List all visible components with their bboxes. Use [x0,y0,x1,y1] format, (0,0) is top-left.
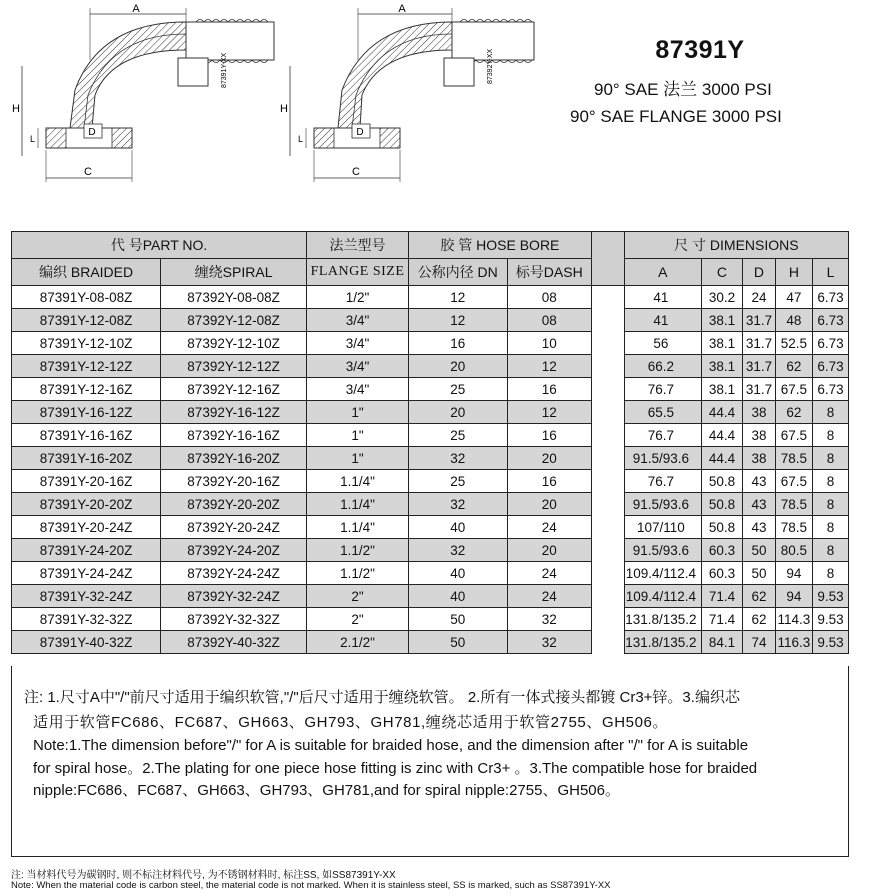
cell-gap [591,493,624,516]
cell-flange: 1.1/2" [307,539,409,562]
cell-spiral: 87392Y-12-16Z [161,378,307,401]
table-row [12,286,849,309]
cell-d: 43 [743,470,776,493]
cell-h: 78.5 [775,516,812,539]
cell-d: 43 [743,493,776,516]
table-row [12,539,849,562]
cell-gap [591,355,624,378]
cell-spiral: 87392Y-20-24Z [161,516,307,539]
cell-h: 78.5 [775,447,812,470]
note-cn-line-1: 注: 1.尺寸A中"/"前尺寸适用于编织软管,"/"后尺寸适用于缠绕软管。 2.所有一体式接头都镀 Cr3+锌。3.编织芯 [24,689,740,706]
cell-gap [591,539,624,562]
cell-c: 38.1 [701,309,742,332]
cell-l: 9.53 [812,631,848,654]
table-row [12,470,849,493]
cell-dn: 32 [408,493,507,516]
header-braided: 编织 BRAIDED [12,259,161,286]
cell-spiral: 87392Y-24-20Z [161,539,307,562]
note-en-line-3: nipple:FC686、FC687、GH663、GH793、GH781,and for spiral nipple:2755、GH506。 [33,782,620,799]
cell-gap [591,516,624,539]
cell-c: 30.2 [701,286,742,309]
table-row [12,424,849,447]
cell-dn: 25 [408,378,507,401]
table-row [12,585,849,608]
cell-h: 78.5 [775,493,812,516]
cell-h: 67.5 [775,424,812,447]
cell-dash: 12 [507,355,591,378]
cell-dn: 16 [408,332,507,355]
cell-c: 84.1 [701,631,742,654]
cell-l: 6.73 [812,378,848,401]
cell-dash: 20 [507,539,591,562]
cell-h: 52.5 [775,332,812,355]
cell-flange: 1" [307,424,409,447]
header-a: A [624,259,701,286]
spec-table-body [12,286,849,654]
cell-spiral: 87392Y-40-32Z [161,631,307,654]
cell-l: 6.73 [812,286,848,309]
cell-l: 6.73 [812,332,848,355]
header-d: D [743,259,776,286]
header-hose-bore: 胶 管 HOSE BORE [408,232,591,259]
cell-l: 8 [812,424,848,447]
table-row [12,516,849,539]
fitting-drawings [0,0,560,200]
dim-l-label: L [30,134,36,144]
cell-h: 94 [775,585,812,608]
note-cn-line-2: 适用于软管FC686、FC687、GH663、GH793、GH781,缠绕芯适用于软管2755、GH506。 [33,714,669,731]
cell-dash: 08 [507,286,591,309]
cell-a: 76.7 [624,470,701,493]
cell-dn: 32 [408,447,507,470]
dim-d-label: D [88,127,96,138]
cell-l: 9.53 [812,585,848,608]
cell-braided: 87391Y-16-16Z [12,424,161,447]
cell-a: 131.8/135.2 [624,608,701,631]
cell-flange: 3/4" [307,309,409,332]
cell-d: 43 [743,516,776,539]
cell-gap [591,470,624,493]
cell-gap [591,608,624,631]
cell-l: 8 [812,470,848,493]
cell-braided: 87391Y-12-16Z [12,378,161,401]
dim-c-label: C [84,166,92,178]
header-dimensions: 尺 寸 DIMENSIONS [624,232,848,259]
header-row-1 [12,232,849,259]
cell-dn: 20 [408,355,507,378]
cell-a: 41 [624,309,701,332]
cell-d: 31.7 [743,309,776,332]
cell-a: 131.8/135.2 [624,631,701,654]
cell-flange: 1" [307,401,409,424]
cell-flange: 1.1/4" [307,470,409,493]
header-part-no: 代 号PART NO. [12,232,307,259]
cell-spiral: 87392Y-16-12Z [161,401,307,424]
cell-dash: 16 [507,378,591,401]
cell-l: 8 [812,401,848,424]
dim-h-label: H [12,103,20,115]
cell-h: 116.3 [775,631,812,654]
cell-gap [591,585,624,608]
cell-braided: 87391Y-12-10Z [12,332,161,355]
table-row [12,309,849,332]
cell-c: 60.3 [701,562,742,585]
cell-d: 74 [743,631,776,654]
cell-dash: 20 [507,493,591,516]
cell-dn: 40 [408,585,507,608]
cell-l: 8 [812,516,848,539]
cell-dash: 16 [507,424,591,447]
dim-d-label-right: D [356,127,364,138]
cell-d: 62 [743,608,776,631]
cell-a: 66.2 [624,355,701,378]
cell-dn: 12 [408,286,507,309]
table-row [12,631,849,654]
cell-dn: 32 [408,539,507,562]
cell-braided: 87391Y-16-12Z [12,401,161,424]
cell-braided: 87391Y-24-24Z [12,562,161,585]
cell-dn: 40 [408,516,507,539]
cell-a: 109.4/112.4 [624,562,701,585]
cell-gap [591,332,624,355]
cell-c: 38.1 [701,332,742,355]
footer-note-cn: 注: 当材料代号为碳钢时, 则不标注材料代号, 为不锈钢材料时, 标注SS, 如SS87391Y-XX [11,870,396,881]
cell-h: 62 [775,401,812,424]
cell-gap [591,309,624,332]
cell-dash: 24 [507,516,591,539]
cell-dash: 24 [507,562,591,585]
marking-right: 87392Y-XX [487,48,494,84]
cell-h: 48 [775,309,812,332]
table-row [12,562,849,585]
cell-flange: 2" [307,585,409,608]
cell-d: 24 [743,286,776,309]
cell-gap [591,424,624,447]
cell-spiral: 87392Y-24-24Z [161,562,307,585]
cell-gap [591,401,624,424]
cell-spiral: 87392Y-32-24Z [161,585,307,608]
cell-a: 76.7 [624,378,701,401]
header-flange-size: FLANGE SIZE [307,259,409,286]
cell-a: 91.5/93.6 [624,493,701,516]
cell-h: 80.5 [775,539,812,562]
dim-h-label-right: H [280,103,288,115]
cell-spiral: 87392Y-12-12Z [161,355,307,378]
table-row [12,332,849,355]
dim-l-label-right: L [298,134,304,144]
cell-gap [591,562,624,585]
header-dn: 公称内径 DN [408,259,507,286]
cell-a: 41 [624,286,701,309]
cell-a: 91.5/93.6 [624,447,701,470]
cell-dn: 25 [408,424,507,447]
cell-a: 91.5/93.6 [624,539,701,562]
cell-dash: 20 [507,447,591,470]
spec-table [11,231,849,654]
cell-spiral: 87392Y-12-08Z [161,309,307,332]
cell-spiral: 87392Y-16-16Z [161,424,307,447]
cell-spiral: 87392Y-16-20Z [161,447,307,470]
cell-flange: 1.1/4" [307,516,409,539]
header-spiral: 缠绕SPIRAL [161,259,307,286]
cell-a: 56 [624,332,701,355]
cell-dn: 12 [408,309,507,332]
cell-flange: 1.1/4" [307,493,409,516]
cell-l: 6.73 [812,355,848,378]
cell-spiral: 87392Y-12-10Z [161,332,307,355]
cell-h: 67.5 [775,378,812,401]
cell-d: 38 [743,424,776,447]
cell-spiral: 87392Y-32-32Z [161,608,307,631]
cell-d: 31.7 [743,378,776,401]
cell-h: 62 [775,355,812,378]
cell-c: 50.8 [701,470,742,493]
cell-d: 38 [743,447,776,470]
cell-braided: 87391Y-32-32Z [12,608,161,631]
cell-a: 65.5 [624,401,701,424]
cell-braided: 87391Y-20-24Z [12,516,161,539]
cell-c: 44.4 [701,401,742,424]
cell-l: 8 [812,493,848,516]
cell-dn: 20 [408,401,507,424]
cell-braided: 87391Y-12-08Z [12,309,161,332]
cell-h: 114.3 [775,608,812,631]
note-en-line-1: Note:1.The dimension before"/" for A is suitable for braided hose, and the dimension after "/" for A is suitable [33,737,749,754]
cell-dash: 24 [507,585,591,608]
note-en-line-2: for spiral hose。2.The plating for one piece hose fitting is zinc with Cr3+ 。3.The compatible hose for braided [33,759,758,777]
cell-braided: 87391Y-12-12Z [12,355,161,378]
drawing-braided [12,3,274,182]
cell-flange: 1" [307,447,409,470]
cell-a: 76.7 [624,424,701,447]
cell-gap [591,631,624,654]
cell-c: 44.4 [701,447,742,470]
cell-h: 47 [775,286,812,309]
note-en [33,735,833,803]
cell-dash: 16 [507,470,591,493]
cell-flange: 2" [307,608,409,631]
dim-c-label-right: C [352,166,360,178]
cell-braided: 87391Y-20-20Z [12,493,161,516]
header-dash: 标号DASH [507,259,591,286]
subtitle-en: 90° SAE FLANGE 3000 PSI [570,107,782,126]
table-row [12,493,849,516]
cell-spiral: 87392Y-20-20Z [161,493,307,516]
header-h: H [775,259,812,286]
cell-flange: 1/2" [307,286,409,309]
cell-dn: 50 [408,631,507,654]
drawing-spiral [280,3,534,182]
cell-d: 62 [743,585,776,608]
header-c: C [701,259,742,286]
cell-c: 44.4 [701,424,742,447]
cell-l: 6.73 [812,309,848,332]
cell-dn: 40 [408,562,507,585]
cell-flange: 1.1/2" [307,562,409,585]
cell-h: 94 [775,562,812,585]
cell-a: 109.4/112.4 [624,585,701,608]
cell-braided: 87391Y-20-16Z [12,470,161,493]
cell-l: 8 [812,447,848,470]
cell-d: 31.7 [743,355,776,378]
model-title: 87391Y [655,36,745,64]
cell-d: 38 [743,401,776,424]
table-row [12,378,849,401]
cell-flange: 2.1/2" [307,631,409,654]
header-l: L [812,259,848,286]
cell-dash: 12 [507,401,591,424]
cell-braided: 87391Y-40-32Z [12,631,161,654]
cell-c: 38.1 [701,355,742,378]
cell-d: 50 [743,562,776,585]
cell-dn: 50 [408,608,507,631]
cell-c: 71.4 [701,585,742,608]
subtitle-cn: 90° SAE 法兰 3000 PSI [594,80,772,99]
cell-gap [591,378,624,401]
table-row [12,401,849,424]
cell-c: 50.8 [701,516,742,539]
cell-d: 31.7 [743,332,776,355]
cell-c: 71.4 [701,608,742,631]
cell-c: 60.3 [701,539,742,562]
marking-left: 87391Y-XX [221,52,228,88]
cell-c: 38.1 [701,378,742,401]
table-row [12,447,849,470]
table-row [12,355,849,378]
header-flange-cn: 法兰型号 [307,232,409,259]
header-gap [591,232,624,286]
cell-gap [591,447,624,470]
cell-braided: 87391Y-32-24Z [12,585,161,608]
cell-spiral: 87392Y-08-08Z [161,286,307,309]
cell-flange: 3/4" [307,332,409,355]
cell-d: 50 [743,539,776,562]
header-row-2 [12,259,849,286]
cell-flange: 3/4" [307,378,409,401]
cell-braided: 87391Y-24-20Z [12,539,161,562]
dim-a-label: A [132,3,140,15]
cell-braided: 87391Y-16-20Z [12,447,161,470]
cell-dn: 25 [408,470,507,493]
dim-a-label-right: A [398,3,406,15]
cell-dash: 32 [507,608,591,631]
cell-flange: 3/4" [307,355,409,378]
cell-l: 9.53 [812,608,848,631]
cell-dash: 10 [507,332,591,355]
cell-l: 8 [812,539,848,562]
cell-h: 67.5 [775,470,812,493]
cell-dash: 32 [507,631,591,654]
cell-a: 107/110 [624,516,701,539]
table-row [12,608,849,631]
footer-note-en: Note: When the material code is carbon steel, the material code is not marked. When it is stainless steel, SS is marked, such as SS87391Y-XX [11,880,611,891]
cell-braided: 87391Y-08-08Z [12,286,161,309]
cell-l: 8 [812,562,848,585]
cell-c: 50.8 [701,493,742,516]
cell-dash: 08 [507,309,591,332]
cell-gap [591,286,624,309]
cell-spiral: 87392Y-20-16Z [161,470,307,493]
